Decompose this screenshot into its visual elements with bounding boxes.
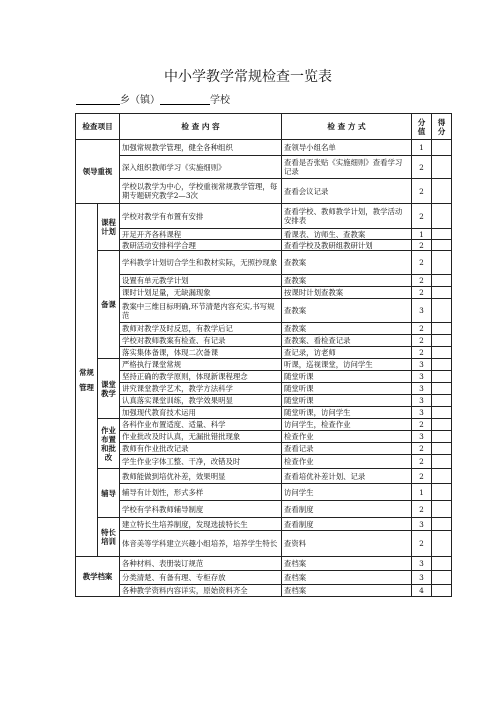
score-cell: 2 (412, 469, 432, 484)
header-row (76, 114, 452, 140)
method-cell: 查档案 (282, 585, 412, 597)
subgroup-curriculum: 课程计划 (98, 204, 120, 251)
got-cell[interactable] (432, 518, 452, 531)
got-cell[interactable] (432, 335, 452, 347)
score-cell: 4 (412, 585, 432, 597)
method-cell: 检查作业 (282, 431, 412, 443)
content-cell: 学科教学计划切合学生和教材实际，无照抄现象 (120, 251, 282, 275)
got-cell[interactable] (432, 469, 452, 484)
score-cell: 2 (412, 251, 432, 275)
method-cell: 查教案、看检查记录 (282, 335, 412, 347)
content-cell: 坚持正确的教学原则，体现新课程理念 (120, 371, 282, 383)
score-cell: 3 (412, 407, 432, 419)
content-cell: 教案中三维目标明确,环节清楚内容充实,书写规范 (120, 299, 282, 323)
content-cell: 落实集体备课，体现二次备课 (120, 347, 282, 359)
content-cell: 作业批改及时认真，无漏批错批现象 (120, 431, 282, 443)
town-label: 乡（镇） (120, 95, 160, 106)
method-cell: 检查作业 (282, 455, 412, 469)
content-cell: 学生作业字体工整、干净，改错及时 (120, 455, 282, 469)
content-cell: 深入组织教师学习《实施细则》 (120, 156, 282, 179)
got-cell[interactable] (432, 287, 452, 299)
score-cell: 3 (412, 518, 432, 531)
method-cell: 查资料 (282, 531, 412, 557)
score-cell: 3 (412, 383, 432, 395)
method-cell: 访问学生，检查作业 (282, 419, 412, 431)
content-cell: 建立特长生培养制度，发现选拔特长生 (120, 518, 282, 531)
score-cell: 2 (412, 419, 432, 431)
method-cell: 查记录，访老师 (282, 347, 412, 359)
method-cell: 查看记录 (282, 443, 412, 455)
score-cell: 2 (412, 204, 432, 229)
group-lead: 领导重视 (76, 140, 120, 204)
method-cell: 随堂听课 (282, 395, 412, 407)
got-cell[interactable] (432, 419, 452, 431)
got-cell[interactable] (432, 347, 452, 359)
method-cell: 随堂听课 (282, 383, 412, 395)
subgroup-class: 课堂教学 (98, 359, 120, 419)
got-cell[interactable] (432, 407, 452, 419)
got-cell[interactable] (432, 571, 452, 585)
method-cell: 听课，巡视课堂，访问学生 (282, 359, 412, 371)
content-cell: 教研活动安排科学合理 (120, 240, 282, 251)
method-cell: 查档案 (282, 571, 412, 585)
got-cell[interactable] (432, 484, 452, 501)
method-cell: 随堂听课 (282, 371, 412, 383)
score-cell: 1 (412, 484, 432, 501)
content-cell: 加强现代教育技术运用 (120, 407, 282, 419)
method-cell: 访问学生 (282, 484, 412, 501)
method-cell: 查教案 (282, 299, 412, 323)
got-cell[interactable] (432, 204, 452, 229)
method-cell: 查教案 (282, 323, 412, 335)
method-cell: 看课表、访师生、查教案 (282, 229, 412, 240)
method-cell: 查看会议记录 (282, 179, 412, 204)
content-cell: 辅导有计划性，形式多样 (120, 484, 282, 501)
content-cell: 认真落实课堂训练，教学效果明显 (120, 395, 282, 407)
score-cell: 2 (412, 455, 432, 469)
method-cell: 查教案 (282, 251, 412, 275)
score-cell: 2 (412, 335, 432, 347)
content-cell: 严格执行课堂常规 (120, 359, 282, 371)
score-cell: 2 (412, 501, 432, 518)
content-cell: 学校有学科教师辅导制度 (120, 501, 282, 518)
school-label: 学校 (210, 95, 230, 106)
score-cell: 3 (412, 371, 432, 383)
subgroup-special: 特长培训 (98, 518, 120, 557)
score-cell: 2 (412, 156, 432, 179)
content-cell: 教师能做到培优补差，效果明显 (120, 469, 282, 484)
score-cell: 1 (412, 229, 432, 240)
score-cell: 2 (412, 443, 432, 455)
got-cell[interactable] (432, 275, 452, 287)
score-cell: 3 (412, 299, 432, 323)
got-cell[interactable] (432, 501, 452, 518)
got-cell[interactable] (432, 299, 452, 323)
score-cell: 3 (412, 571, 432, 585)
got-cell[interactable] (432, 443, 452, 455)
got-cell[interactable] (432, 240, 452, 251)
method-cell: 按课时计划查教案 (282, 287, 412, 299)
header-score: 分值 (412, 114, 432, 140)
subgroup-homework: 作业布置和批改 (98, 419, 120, 469)
got-cell[interactable] (432, 585, 452, 597)
got-cell[interactable] (432, 229, 452, 240)
score-cell: 1 (412, 140, 432, 156)
score-cell: 3 (412, 431, 432, 443)
content-cell: 课时计划足量，无缺漏现象 (120, 287, 282, 299)
subgroup-prep: 备课 (98, 251, 120, 359)
content-cell: 各种教学资料内容详实，原始资料齐全 (120, 585, 282, 597)
school-line (76, 91, 230, 106)
got-cell[interactable] (432, 371, 452, 383)
method-cell: 查看是否张贴《实施细则》查看学习记录 (282, 156, 412, 179)
got-cell[interactable] (432, 179, 452, 204)
document-title: 中小学教学常规检查一览表 (164, 69, 332, 85)
header-item: 检查项目 (76, 114, 120, 140)
content-cell: 体音美等学科建立兴趣小组培养，培养学生特长 (120, 531, 282, 557)
got-cell[interactable] (432, 359, 452, 371)
score-cell: 2 (412, 287, 432, 299)
content-cell: 学校对教学有布置有安排 (120, 204, 282, 229)
content-cell: 学校对教师教案有检查、有记录 (120, 335, 282, 347)
town-blank[interactable] (76, 94, 120, 105)
got-cell[interactable] (432, 531, 452, 557)
content-cell: 分类清楚、有备有理、专柜存放 (120, 571, 282, 585)
got-cell[interactable] (432, 455, 452, 469)
score-cell: 2 (412, 531, 432, 557)
content-cell: 各种材料、表册装订规范 (120, 557, 282, 571)
school-blank[interactable] (160, 94, 210, 105)
content-cell: 加强常规教学管理，健全各种组织 (120, 140, 282, 156)
method-cell: 查领导小组名单 (282, 140, 412, 156)
group-routine: 常规管理 (76, 204, 98, 557)
got-cell[interactable] (432, 395, 452, 407)
content-cell: 教师有作业批改记录 (120, 443, 282, 455)
header-got: 得分 (432, 114, 452, 140)
score-cell: 3 (412, 359, 432, 371)
method-cell: 查看学校及教研组教研计划 (282, 240, 412, 251)
content-cell: 各科作业布置适度、适量、科学 (120, 419, 282, 431)
header-method: 检 查 方 式 (282, 114, 412, 140)
content-cell: 讲究课堂教学艺术，教学方法科学 (120, 383, 282, 395)
inspection-table (75, 113, 452, 597)
content-cell: 教师对教学及时反思，有教学后记 (120, 323, 282, 335)
score-cell: 2 (412, 323, 432, 335)
method-cell: 查看制度 (282, 501, 412, 518)
content-cell: 设置有单元教学计划 (120, 275, 282, 287)
score-cell: 2 (412, 179, 432, 204)
score-cell: 2 (412, 240, 432, 251)
score-cell: 2 (412, 347, 432, 359)
method-cell: 查看学校、教师教学计划，教学活动安排表 (282, 204, 412, 229)
got-cell[interactable] (432, 251, 452, 275)
method-cell: 随堂听课，访问学生 (282, 407, 412, 419)
method-cell: 查档案 (282, 557, 412, 571)
subgroup-tutor: 辅导 (98, 469, 120, 518)
got-cell[interactable] (432, 557, 452, 571)
score-cell: 3 (412, 557, 432, 571)
content-cell: 学校以教学为中心，学校重视常规教学管理，每期专题研究教学2—3次 (120, 179, 282, 204)
content-cell: 开足开齐各科课程 (120, 229, 282, 240)
got-cell[interactable] (432, 140, 452, 156)
method-cell: 查看培优补差计划、记录 (282, 469, 412, 484)
score-cell: 2 (412, 275, 432, 287)
method-cell: 查教案 (282, 275, 412, 287)
got-cell[interactable] (432, 431, 452, 443)
header-content: 检 查 内 容 (120, 114, 282, 140)
score-cell: 3 (412, 395, 432, 407)
group-archive: 教学档案 (76, 557, 120, 597)
got-cell[interactable] (432, 323, 452, 335)
got-cell[interactable] (432, 156, 452, 179)
method-cell: 查看制度 (282, 518, 412, 531)
got-cell[interactable] (432, 383, 452, 395)
